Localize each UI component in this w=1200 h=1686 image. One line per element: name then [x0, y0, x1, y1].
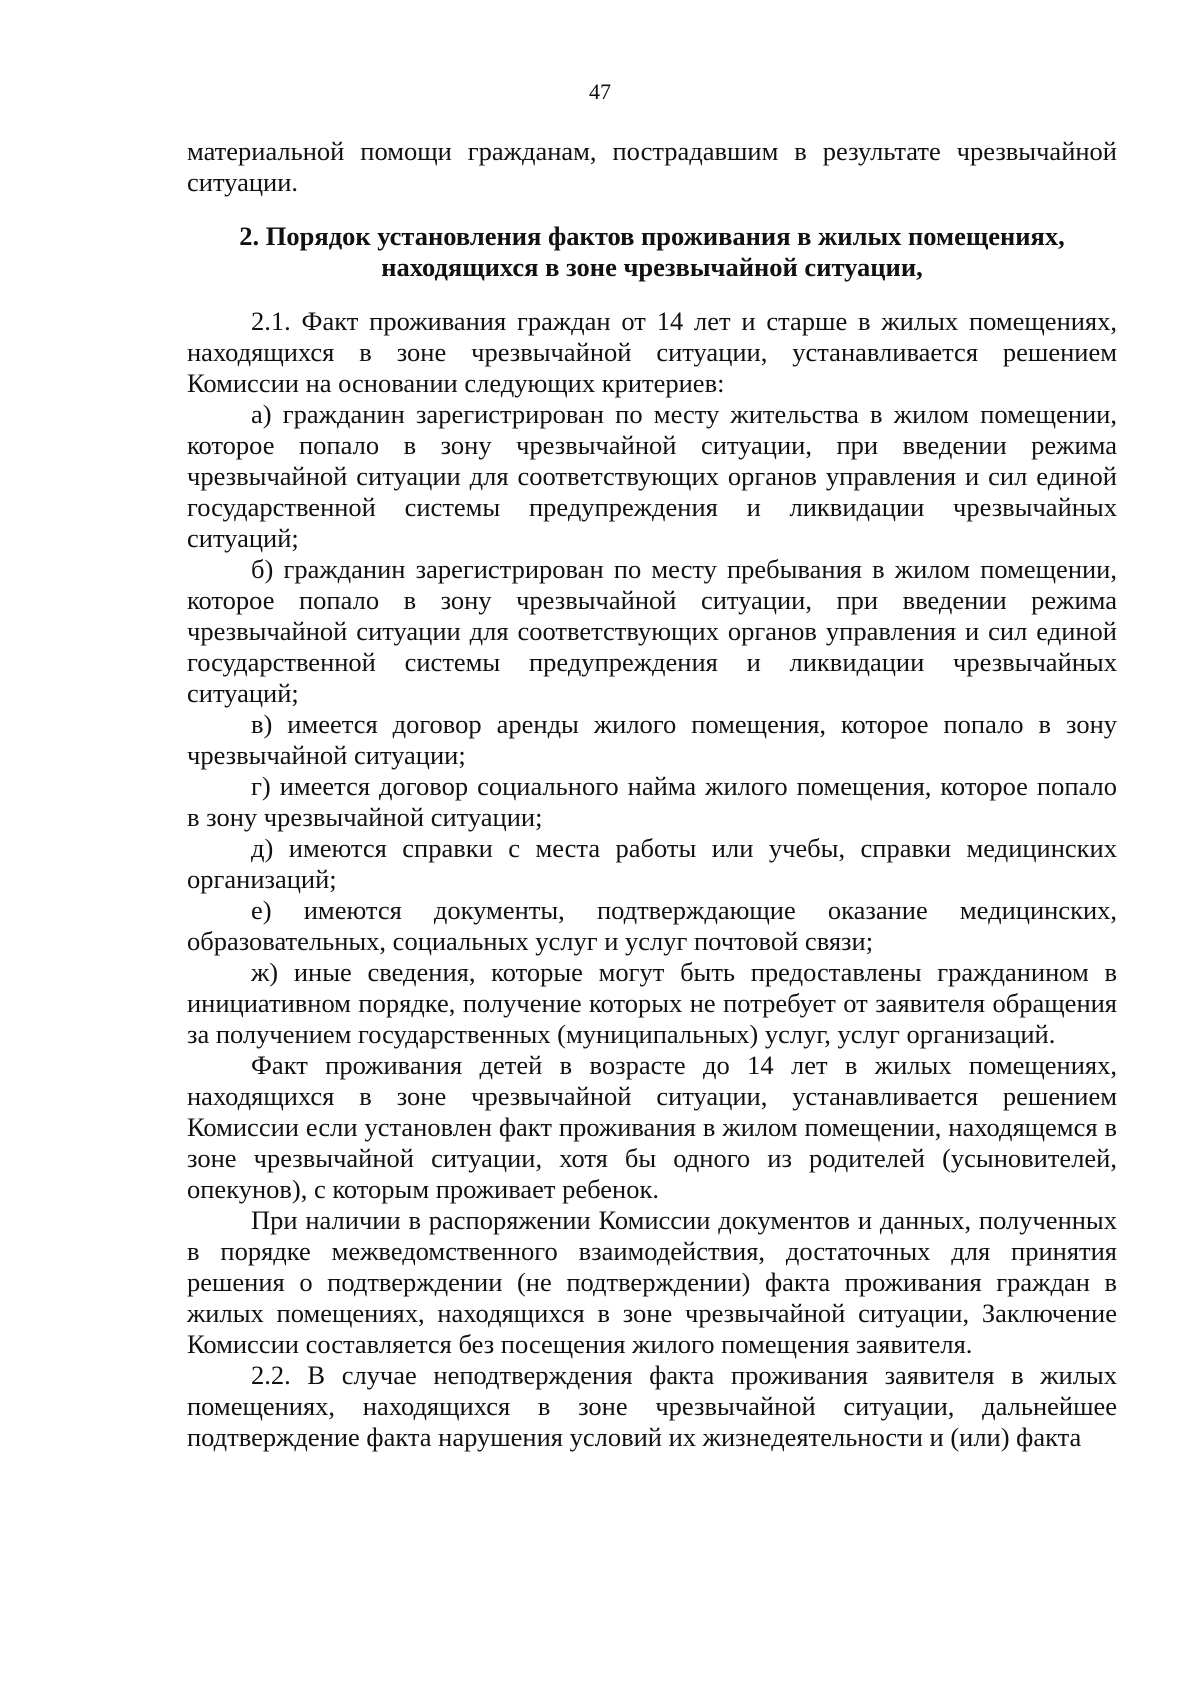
children-paragraph: Факт проживания детей в возрасте до 14 лет в жилых помещениях, находящихся в зоне чрезвычайной ситуации, устанавливается решением Комиссии если установлен факт проживания в жилом помещении, находящемся в зоне чрезвычайной ситуации, хотя бы одного из родителей (усыновителей, опекунов), с которым проживает ребенок.: [187, 1050, 1117, 1204]
page-number: 47: [589, 79, 611, 104]
section-heading-line-1: 2. Порядок установления фактов проживания в жилых помещениях,: [239, 221, 1065, 251]
section-heading: [187, 221, 1117, 283]
paragraph-2-2: 2.2. В случае неподтверждения факта проживания заявителя в жилых помещениях, находящихся в зоне чрезвычайной ситуации, дальнейшее подтверждение факта нарушения условий их жизнедеятельности и (или) факта: [187, 1360, 1117, 1452]
criterion-v: в) имеется договор аренды жилого помещения, которое попало в зону чрезвычайной ситуации;: [187, 709, 1117, 770]
criterion-zh: ж) иные сведения, которые могут быть предоставлены гражданином в инициативном порядке, получение которых не потребует от заявителя обращения за получением государственных (муниципальных) услуг, услуг организаций.: [187, 957, 1117, 1049]
criterion-d: д) имеются справки с места работы или учебы, справки медицинских организаций;: [187, 833, 1117, 894]
criterion-b: б) гражданин зарегистрирован по месту пребывания в жилом помещении, которое попало в зону чрезвычайной ситуации, при введении режима чрезвычайной ситуации для соответствующих органов управления и сил единой государственной системы предупреждения и ликвидации чрезвычайных ситуаций;: [187, 554, 1117, 708]
intro-paragraph: материальной помощи гражданам, пострадавшим в результате чрезвычайной ситуации.: [187, 136, 1117, 197]
interagency-paragraph: При наличии в распоряжении Комиссии документов и данных, полученных в порядке межведомственного взаимодействия, достаточных для принятия решения о подтверждении (не подтверждении) факта проживания граждан в жилых помещениях, находящихся в зоне чрезвычайной ситуации, Заключение Комиссии составляется без посещения жилого помещения заявителя.: [187, 1205, 1117, 1359]
section-heading-line-2: находящихся в зоне чрезвычайной ситуации,: [381, 252, 923, 282]
document-body: [187, 136, 1117, 1453]
criterion-g: г) имеется договор социального найма жилого помещения, которое попало в зону чрезвычайной ситуации;: [187, 771, 1117, 832]
paragraph-2-1: 2.1. Факт проживания граждан от 14 лет и старше в жилых помещениях, находящихся в зоне чрезвычайной ситуации, устанавливается решением Комиссии на основании следующих критериев:: [187, 306, 1117, 398]
criterion-e: е) имеются документы, подтверждающие оказание медицинских, образовательных, социальных услуг и услуг почтовой связи;: [187, 895, 1117, 956]
criterion-a: а) гражданин зарегистрирован по месту жительства в жилом помещении, которое попало в зону чрезвычайной ситуации, при введении режима чрезвычайной ситуации для соответствующих органов управления и сил единой государственной системы предупреждения и ликвидации чрезвычайных ситуаций;: [187, 399, 1117, 553]
